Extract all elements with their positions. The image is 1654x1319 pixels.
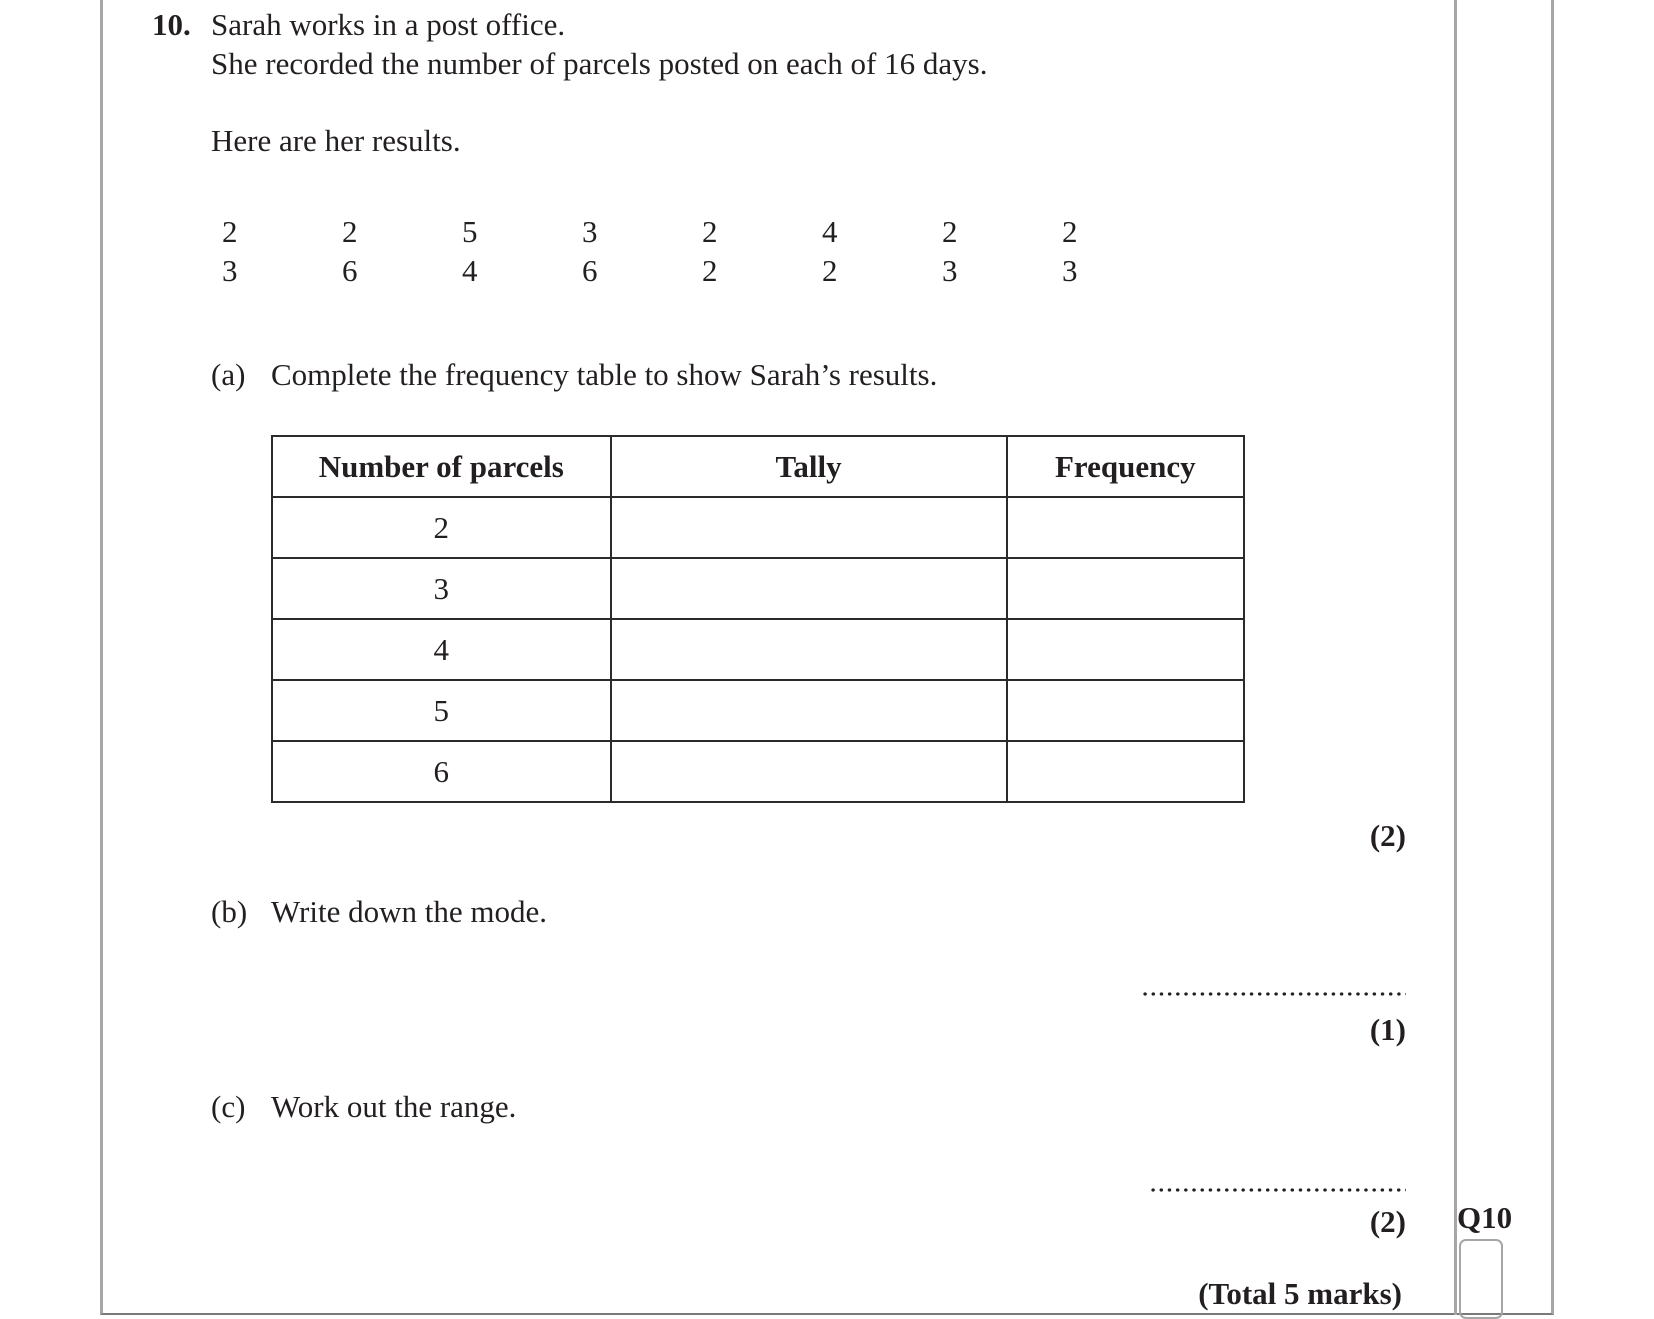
margin-question-label: Q10 <box>1457 1200 1513 1235</box>
part-a-label: (a) <box>211 357 246 392</box>
part-a-text: Complete the frequency table to show Sarah’s results. <box>271 357 938 392</box>
parcels-value: 3 <box>272 558 611 619</box>
frequency-cell[interactable] <box>1007 680 1244 741</box>
part-b-label: (b) <box>211 894 248 929</box>
result-value: 4 <box>462 253 478 288</box>
total-marks: (Total 5 marks) <box>1198 1276 1402 1311</box>
result-value: 2 <box>222 214 238 249</box>
part-b-marks: (1) <box>1369 1012 1406 1047</box>
results-intro: Here are her results. <box>211 123 461 158</box>
parcels-value: 6 <box>272 741 611 802</box>
tally-cell[interactable] <box>611 558 1007 619</box>
results-data-grid <box>222 216 1182 294</box>
result-value: 2 <box>702 253 718 288</box>
table-row <box>272 619 1244 680</box>
table-row <box>272 680 1244 741</box>
question-number: 10. <box>152 7 191 42</box>
parcels-value: 4 <box>272 619 611 680</box>
header-tally: Tally <box>611 436 1007 497</box>
tally-cell[interactable] <box>611 680 1007 741</box>
part-c-marks: (2) <box>1369 1204 1406 1239</box>
result-value: 2 <box>822 253 838 288</box>
result-value: 6 <box>342 253 358 288</box>
examiner-mark-box[interactable] <box>1459 1239 1503 1319</box>
table-row <box>272 497 1244 558</box>
frequency-cell[interactable] <box>1007 558 1244 619</box>
margin-divider <box>1454 0 1457 1315</box>
part-b-text: Write down the mode. <box>271 894 547 929</box>
part-a-marks: (2) <box>1369 818 1406 853</box>
header-number-of-parcels: Number of parcels <box>272 436 611 497</box>
parcels-value: 5 <box>272 680 611 741</box>
part-c-answer-line[interactable] <box>1149 1188 1406 1192</box>
parcels-value: 2 <box>272 497 611 558</box>
part-c-text: Work out the range. <box>271 1089 517 1124</box>
result-value: 3 <box>222 253 238 288</box>
result-value: 6 <box>582 253 598 288</box>
result-value: 4 <box>822 214 838 249</box>
result-value: 2 <box>1062 214 1078 249</box>
part-b-answer-line[interactable] <box>1141 992 1406 996</box>
table-header-row <box>272 436 1244 497</box>
results-row <box>222 255 1182 294</box>
header-frequency: Frequency <box>1007 436 1244 497</box>
result-value: 3 <box>942 253 958 288</box>
table-row <box>272 558 1244 619</box>
tally-cell[interactable] <box>611 619 1007 680</box>
question-intro-line2: She recorded the number of parcels posted on each of 16 days. <box>211 46 988 81</box>
result-value: 2 <box>702 214 718 249</box>
result-value: 2 <box>342 214 358 249</box>
part-c-label: (c) <box>211 1089 246 1124</box>
tally-cell[interactable] <box>611 497 1007 558</box>
tally-cell[interactable] <box>611 741 1007 802</box>
frequency-cell[interactable] <box>1007 741 1244 802</box>
result-value: 5 <box>462 214 478 249</box>
frequency-cell[interactable] <box>1007 619 1244 680</box>
result-value: 3 <box>582 214 598 249</box>
result-value: 3 <box>1062 253 1078 288</box>
result-value: 2 <box>942 214 958 249</box>
frequency-cell[interactable] <box>1007 497 1244 558</box>
question-intro-line1: Sarah works in a post office. <box>211 7 566 42</box>
frequency-table <box>271 435 1245 803</box>
table-row <box>272 741 1244 802</box>
results-row <box>222 216 1182 255</box>
